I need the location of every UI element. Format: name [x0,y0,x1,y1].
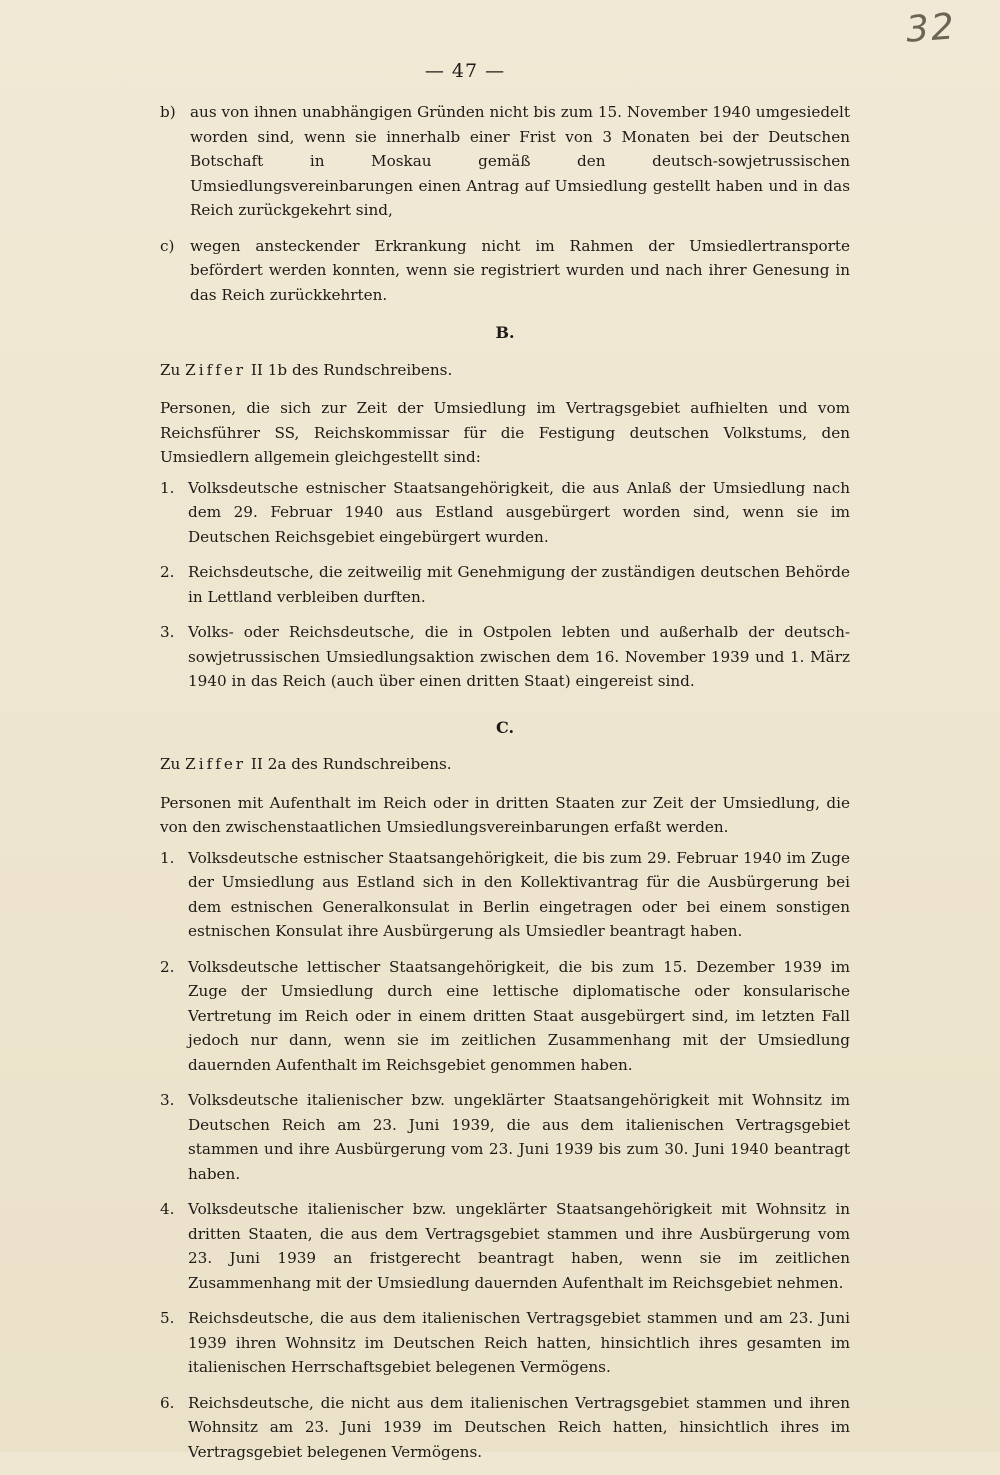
list-item [160,476,850,550]
page-body [160,100,850,1475]
section-heading: B. [495,323,515,342]
reference-spaced-word: Ziffer [185,755,247,773]
reference-prefix: Zu [160,360,181,379]
item-label: 6. [160,1393,175,1412]
item-label: b) [160,103,176,121]
item-label: 5. [160,1309,175,1327]
list-item [160,234,850,308]
list-item [160,1088,850,1186]
item-text: Reichsdeutsche, die nicht aus dem italienischen Vertragsgebiet stammen und ihren Wohnsitz am 23. Juni 1939 im Deutschen Reich hatten, hinsichtlich ihres im Vertragsgebiet belegenen Vermögens. [188,1393,850,1461]
list-item [160,1306,850,1380]
list-item [160,100,850,223]
section-heading: C. [495,717,515,737]
reference-rest: II 1b des Rundschreibens. [250,360,453,379]
numbered-list [160,846,850,1465]
reference-rest: II 2a des Rundschreibens. [250,755,452,773]
item-text: Volksdeutsche lettischer Staatsangehörigkeit, die bis zum 15. Dezember 1939 im Zuge der Umsiedlung durch eine lettische diplomatische oder konsularische Vertretung im Reich oder in einem dritten Staat ausgebürgert sind, im letzten Fall jedoch nur dann, wenn sie im zeitlichen Zusammenhang mit der Umsiedlung dauernden Aufenthalt im Reichsgebiet genommen haben. [188,957,850,1074]
item-text: Reichsdeutsche, die zeitweilig mit Genehmigung der zuständigen deutschen Behörde in Lettland verbleiben durften. [188,563,850,606]
item-text: Volksdeutsche estnischer Staatsangehörigkeit, die aus Anlaß der Umsiedlung nach dem 29. Februar 1940 aus Estland ausgebürgert worden sind, wenn sie im Deutschen Reichsgebiet eingebürgert wurden. [188,478,850,546]
reference-spaced-word: Ziffer [185,360,247,379]
section-reference [160,358,850,383]
archive-mark: 32 [904,6,958,51]
section-intro: Personen mit Aufenthalt im Reich oder in dritten Staaten zur Zeit der Umsiedlung, die von den zwischenstaatlichen Umsiedlungsvereinbarungen erfaßt werden. [160,793,850,836]
numbered-list [160,476,850,694]
item-text: Volks- oder Reichsdeutsche, die in Ostpolen lebten und außerhalb der deutsch-sowjetrussischen Umsiedlungsaktion zwischen dem 16. November 1939 und 1. März 1940 in das Reich (auch über einen dritten Staat) eingereist sind. [188,623,850,690]
section-reference [160,752,850,777]
section-intro: Personen, die sich zur Zeit der Umsiedlung im Vertragsgebiet aufhielten und vom Reichsführer SS, Reichskommissar für die Festigung deutschen Volkstums, den Umsiedlern allgemein gleichgestellt sind: [160,399,850,466]
list-item [160,1391,850,1465]
item-text: aus von ihnen unabhängigen Gründen nicht bis zum 15. November 1940 umgesiedelt worden sind, wenn sie innerhalb einer Frist von 3 Monaten bei der Deutschen Botschaft in Moskau gemäß den deutsch-sowjetrussischen Umsiedlungsvereinbarungen einen Antrag auf Umsiedlung gestellt haben und in das Reich zurückgekehrt sind, [190,103,850,219]
sub-list-a [160,100,850,307]
list-item [160,955,850,1078]
item-text: Volksdeutsche estnischer Staatsangehörigkeit, die bis zum 29. Februar 1940 im Zuge der Umsiedlung aus Estland sich in den Kollektivantrag für die Ausbürgerung bei dem estnischen Generalkonsulat in Berlin eingetragen oder bei einem sonstigen estnischen Konsulat ihre Ausbürgerung als Umsiedler beantragt haben. [188,848,850,940]
item-label: 3. [160,1091,175,1109]
item-text: Reichsdeutsche, die aus dem italienischen Vertragsgebiet stammen und am 23. Juni 1939 ihren Wohnsitz im Deutschen Reich hatten, hinsichtlich ihres gesamten im italienischen Herrschaftsgebiet belegenen Vermögens. [188,1309,850,1376]
list-item [160,620,850,694]
item-text: Volksdeutsche italienischer bzw. ungeklärter Staatsangehörigkeit mit Wohnsitz im Deutschen Reich am 23. Juni 1939, die aus dem italienischen Vertragsgebiet stammen und ihre Ausbürgerung vom 23. Juni 1939 bis zum 30. Juni 1940 beantragt haben. [188,1091,850,1183]
item-label: c) [160,236,175,255]
reference-prefix: Zu [160,755,181,773]
list-item [160,1197,850,1295]
item-label: 2. [160,957,175,976]
section-c [160,716,850,1465]
item-text: wegen ansteckender Erkrankung nicht im Rahmen der Umsiedlertransporte befördert werden konnten, wenn sie registriert wurden und nach ihrer Genesung in das Reich zurückkehrten. [190,236,850,304]
item-label: 2. [160,563,175,581]
item-label: 4. [160,1200,175,1218]
item-label: 1. [160,478,175,497]
item-label: 1. [160,848,175,867]
item-label: 3. [160,623,175,641]
list-item [160,846,850,944]
list-item [160,560,850,609]
page-number: — 47 — [424,60,506,82]
section-b [160,321,850,694]
item-text: Volksdeutsche italienischer bzw. ungeklärter Staatsangehörigkeit mit Wohnsitz in dritten Staaten, die aus dem Vertragsgebiet stammen und ihre Ausbürgerung vom 23. Juni 1939 an fristgerecht beantragt haben, wenn sie im zeitlichen Zusammenhang mit der Umsiedlung dauernden Aufenthalt im Reichsgebiet nehmen. [188,1200,850,1292]
